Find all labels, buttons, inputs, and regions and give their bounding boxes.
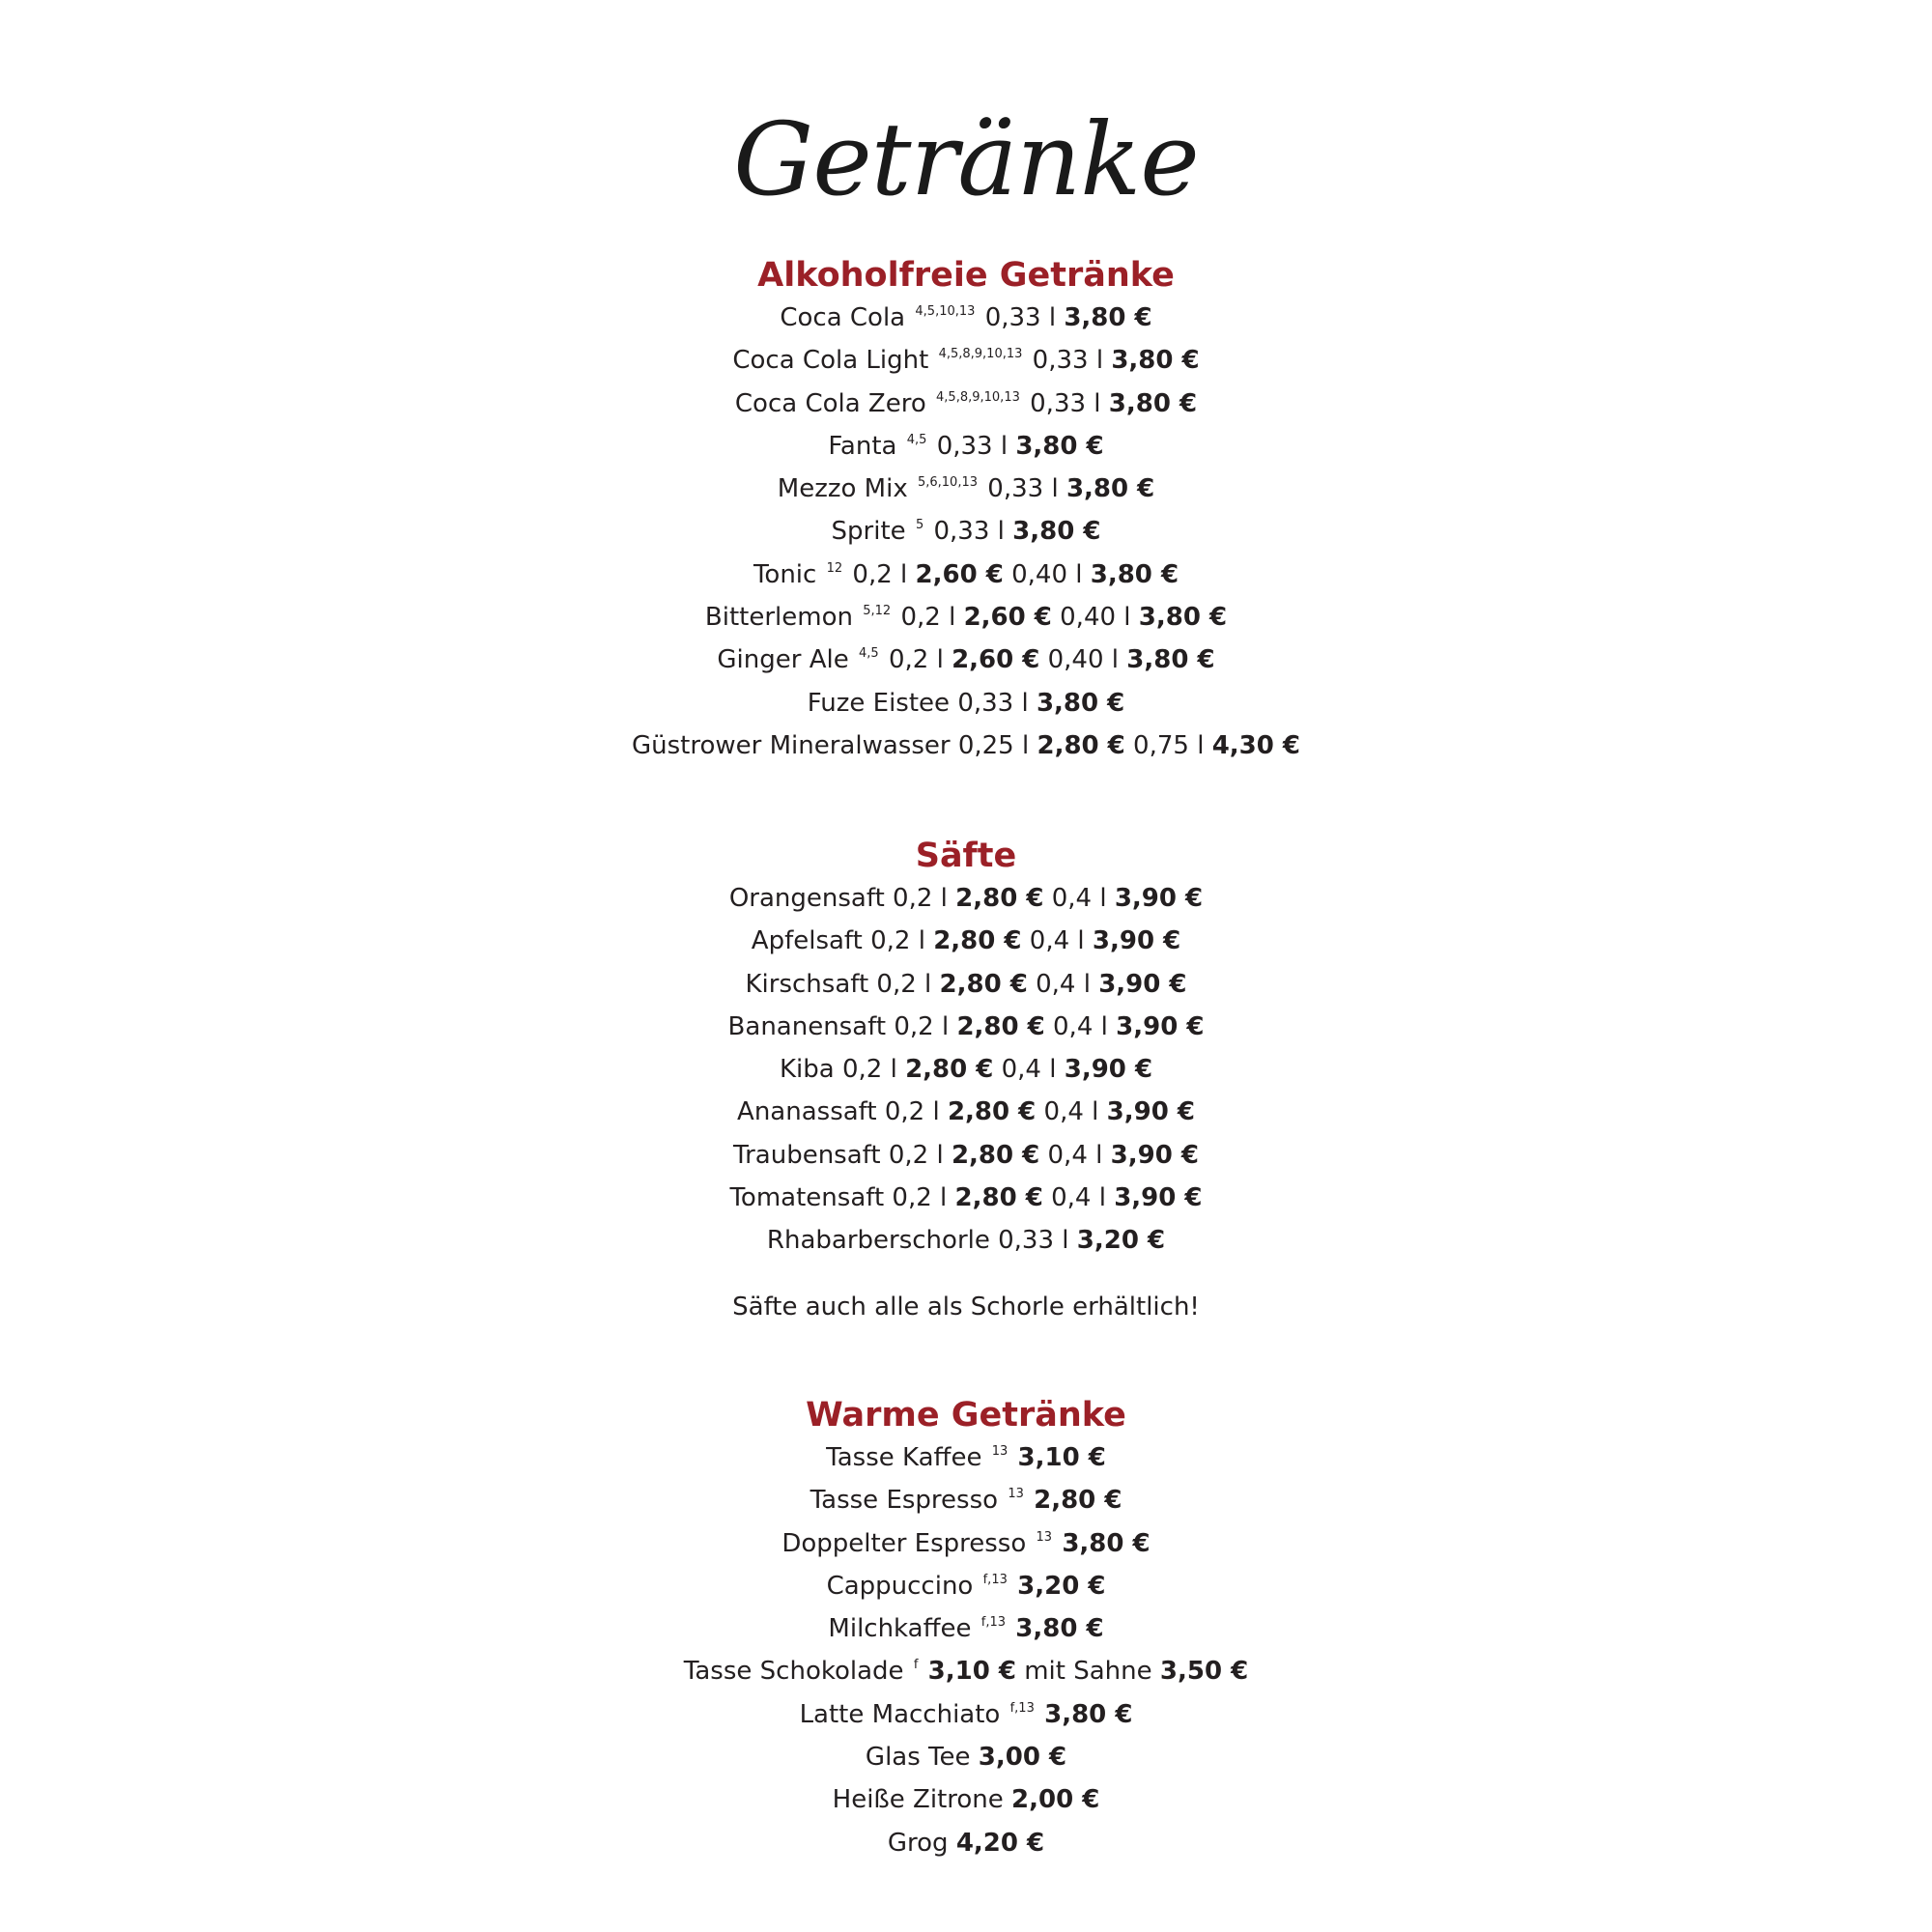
menu-item (0, 1522, 1932, 1565)
menu-item (0, 1091, 1932, 1133)
menu-list (0, 877, 1932, 1263)
item-price: 3,80 € (1062, 1528, 1151, 1558)
item-name: Rhabarberschorle (766, 1226, 990, 1256)
item-size: 0,40 (1011, 559, 1067, 589)
allergen-codes: 12 (826, 560, 843, 576)
item-size: 0,33 (957, 688, 1014, 718)
item-name: Latte Macchiato (799, 1699, 1001, 1729)
item-name: Bananensaft (727, 1011, 887, 1041)
item-size: 0,33 (936, 431, 993, 461)
item-size: 0,2 (894, 1011, 934, 1041)
item-name: Ginger Ale (717, 645, 849, 675)
menu-item (0, 963, 1932, 1006)
item-size: 0,2 (841, 1055, 883, 1085)
item-price: 3,80 € (1108, 388, 1198, 418)
item-size: 0,33 (998, 1226, 1055, 1256)
price-separator: l (1098, 1183, 1106, 1213)
menu-item (0, 1565, 1932, 1607)
section-hot-drinks (0, 1394, 1932, 1864)
menu-item (0, 1219, 1932, 1262)
menu-item (0, 1006, 1932, 1048)
juices-note: Säfte auch alle als Schorle erhältlich! (732, 1293, 1200, 1321)
item-price: 3,80 € (1064, 303, 1152, 332)
menu-item (0, 339, 1932, 382)
item-size: mit Sahne (1024, 1657, 1152, 1687)
allergen-codes: 4,5,8,9,10,13 (938, 347, 1023, 362)
item-name: Fanta (828, 431, 897, 461)
allergen-codes: f,13 (982, 1572, 1008, 1587)
item-price: 2,80 € (956, 1011, 1045, 1041)
price-separator: l (1000, 431, 1009, 461)
price-separator: l (1021, 730, 1030, 760)
item-price: 2,80 € (955, 884, 1044, 913)
item-price: 3,80 € (1015, 431, 1104, 461)
allergen-codes: 13 (991, 1444, 1009, 1459)
price-separator: l (918, 926, 925, 956)
item-price: 3,90 € (1098, 969, 1187, 999)
price-separator: l (1051, 474, 1059, 504)
menu-item (0, 425, 1932, 468)
item-price: 3,90 € (1064, 1055, 1153, 1085)
item-price: 3,90 € (1092, 926, 1181, 956)
price-separator: l (1099, 884, 1107, 913)
allergen-codes: f,13 (1009, 1700, 1035, 1716)
item-size: 0,4 (1036, 969, 1076, 999)
item-size: 0,2 (888, 645, 929, 675)
item-price: 3,90 € (1110, 1140, 1199, 1170)
menu-item (0, 510, 1932, 553)
item-price: 3,80 € (1036, 688, 1125, 718)
menu-item (0, 1134, 1932, 1177)
price-separator: l (941, 1011, 950, 1041)
menu-item (0, 297, 1932, 339)
item-name: Tasse Espresso (810, 1486, 999, 1516)
price-separator: l (1197, 730, 1205, 760)
item-name: Ananassaft (737, 1097, 877, 1127)
item-size: 0,4 (1029, 926, 1070, 956)
price-separator: l (1075, 559, 1083, 589)
item-price: 2,80 € (933, 926, 1022, 956)
item-name: Heiße Zitrone (832, 1785, 1004, 1815)
item-price: 3,80 € (1090, 559, 1179, 589)
menu-item (0, 724, 1932, 767)
price-separator: l (1077, 926, 1085, 956)
item-name: Coca Cola (780, 303, 906, 332)
allergen-codes: 4,5,10,13 (915, 304, 976, 319)
item-name: Orangensaft (728, 884, 885, 913)
allergen-codes: 13 (1008, 1487, 1024, 1502)
section-juices (0, 835, 1932, 1263)
menu-item (0, 596, 1932, 639)
item-size: 0,2 (884, 1097, 925, 1127)
menu-item (0, 1650, 1932, 1692)
item-price: 3,20 € (1017, 1571, 1106, 1601)
item-size: 0,33 (987, 474, 1044, 504)
item-price: 3,10 € (1017, 1443, 1106, 1472)
menu-item (0, 877, 1932, 920)
item-name: Tasse Kaffee (826, 1443, 982, 1472)
item-size: 0,2 (888, 1140, 929, 1170)
price-separator: l (997, 517, 1005, 547)
item-size: 0,2 (870, 926, 911, 956)
price-separator: l (1092, 1097, 1099, 1127)
price-separator: l (940, 1183, 948, 1213)
allergen-codes: 4,5 (906, 432, 927, 447)
menu-item (0, 1048, 1932, 1091)
item-name: Tonic (753, 559, 817, 589)
price-separator: l (936, 645, 944, 675)
allergen-codes: f (913, 1658, 919, 1673)
section-heading: Alkoholfreie Getränke (757, 256, 1175, 295)
price-separator: l (1095, 346, 1104, 376)
item-name: Tasse Schokolade (683, 1657, 904, 1687)
allergen-codes: f,13 (980, 1615, 1007, 1631)
item-price: 3,50 € (1159, 1657, 1249, 1687)
allergen-codes: 5,12 (863, 604, 892, 619)
item-size: 0,2 (900, 603, 941, 633)
item-price: 4,20 € (955, 1828, 1045, 1858)
item-price: 2,80 € (905, 1055, 994, 1085)
item-name: Fuze Eistee (807, 688, 951, 718)
menu-item (0, 1607, 1932, 1650)
item-size: 0,33 (984, 303, 1041, 332)
price-separator: l (949, 603, 956, 633)
item-name: Tomatensaft (729, 1183, 885, 1213)
price-separator: l (1049, 1055, 1057, 1085)
item-price: 3,80 € (1126, 645, 1215, 675)
item-price: 2,80 € (1034, 1486, 1122, 1516)
menu-item (0, 1693, 1932, 1736)
price-separator: l (1021, 688, 1029, 718)
menu-list (0, 297, 1932, 767)
item-size: 0,4 (1047, 1140, 1088, 1170)
item-name: Kiba (779, 1055, 835, 1085)
item-price: 2,60 € (915, 559, 1004, 589)
item-price: 2,80 € (951, 1140, 1040, 1170)
price-separator: l (1062, 1226, 1069, 1256)
item-price: 2,60 € (952, 645, 1040, 675)
item-size: 0,2 (893, 884, 933, 913)
section-alcohol-free-drinks (0, 254, 1932, 767)
price-separator: l (1123, 603, 1131, 633)
price-separator: l (924, 969, 932, 999)
item-size: 0,4 (1051, 1183, 1092, 1213)
item-size: 0,4 (1043, 1097, 1084, 1127)
price-separator: l (890, 1055, 897, 1085)
section-heading: Warme Getränke (806, 1396, 1126, 1435)
price-separator: l (1083, 969, 1091, 999)
price-separator: l (1094, 388, 1101, 418)
menu-item (0, 1436, 1932, 1479)
item-price: 3,80 € (1012, 517, 1101, 547)
price-separator: l (932, 1097, 940, 1127)
item-size: 0,4 (1053, 1011, 1094, 1041)
menu-item (0, 1822, 1932, 1864)
item-name: Traubensaft (733, 1140, 881, 1170)
menu-list (0, 1436, 1932, 1864)
menu-item (0, 1479, 1932, 1521)
item-price: 3,00 € (978, 1743, 1067, 1773)
price-separator: l (1111, 645, 1120, 675)
price-separator: l (1048, 303, 1057, 332)
item-name: Glas Tee (865, 1743, 971, 1773)
menu-item (0, 1177, 1932, 1219)
item-price: 3,90 € (1114, 884, 1204, 913)
menu-item (0, 468, 1932, 510)
menu-item (0, 682, 1932, 724)
item-name: Coca Cola Zero (734, 388, 926, 418)
item-price: 2,00 € (1011, 1785, 1100, 1815)
item-size: 0,33 (933, 517, 990, 547)
item-size: 0,33 (1030, 388, 1087, 418)
item-size: 0,40 (1060, 603, 1117, 633)
item-price: 4,30 € (1211, 730, 1300, 760)
allergen-codes: 5 (915, 518, 924, 533)
allergen-codes: 5,6,10,13 (917, 475, 979, 491)
item-name: Kirschsaft (745, 969, 869, 999)
page-title: Getränke (733, 100, 1199, 218)
item-size: 0,2 (876, 969, 917, 999)
menu-item (0, 554, 1932, 596)
section-heading: Säfte (915, 837, 1017, 875)
item-name: Cappuccino (826, 1571, 974, 1601)
price-separator: l (940, 884, 948, 913)
item-name: Doppelter Espresso (781, 1528, 1027, 1558)
item-price: 3,80 € (1111, 346, 1200, 376)
item-price: 3,10 € (927, 1657, 1016, 1687)
item-name: Apfelsaft (751, 926, 863, 956)
item-price: 2,60 € (963, 603, 1052, 633)
item-price: 2,80 € (947, 1097, 1037, 1127)
item-price: 2,80 € (939, 969, 1028, 999)
price-separator: l (1100, 1011, 1108, 1041)
item-size: 0,2 (892, 1183, 932, 1213)
menu-item (0, 920, 1932, 962)
item-price: 3,80 € (1138, 603, 1228, 633)
menu-item (0, 383, 1932, 425)
item-price: 3,80 € (1044, 1699, 1133, 1729)
item-size: 0,40 (1047, 645, 1104, 675)
menu-item (0, 1778, 1932, 1821)
item-name: Bitterlemon (704, 603, 853, 633)
item-price: 3,80 € (1015, 1614, 1104, 1644)
price-separator: l (936, 1140, 944, 1170)
item-size: 0,4 (1001, 1055, 1041, 1085)
item-price: 3,20 € (1076, 1226, 1166, 1256)
price-separator: l (1095, 1140, 1103, 1170)
allergen-codes: 4,5 (858, 646, 879, 662)
menu-item (0, 639, 1932, 681)
menu-item (0, 1736, 1932, 1778)
item-size: 0,4 (1051, 884, 1093, 913)
item-price: 3,90 € (1114, 1183, 1203, 1213)
item-price: 3,90 € (1106, 1097, 1195, 1127)
item-price: 2,80 € (1037, 730, 1125, 760)
item-price: 3,90 € (1116, 1011, 1205, 1041)
item-size: 0,33 (1032, 346, 1089, 376)
item-name: Güstrower Mineralwasser (632, 730, 951, 760)
item-size: 0,25 (957, 730, 1014, 760)
item-price: 3,80 € (1065, 474, 1155, 504)
item-name: Milchkaffee (828, 1614, 972, 1644)
item-name: Coca Cola Light (732, 346, 929, 376)
allergen-codes: 4,5,8,9,10,13 (936, 389, 1020, 405)
item-name: Mezzo Mix (777, 474, 908, 504)
item-name: Grog (887, 1828, 949, 1858)
price-separator: l (900, 559, 908, 589)
allergen-codes: 13 (1036, 1529, 1053, 1545)
item-price: 2,80 € (954, 1183, 1043, 1213)
item-name: Sprite (831, 517, 906, 547)
item-size: 0,75 (1133, 730, 1189, 760)
item-size: 0,2 (852, 559, 893, 589)
